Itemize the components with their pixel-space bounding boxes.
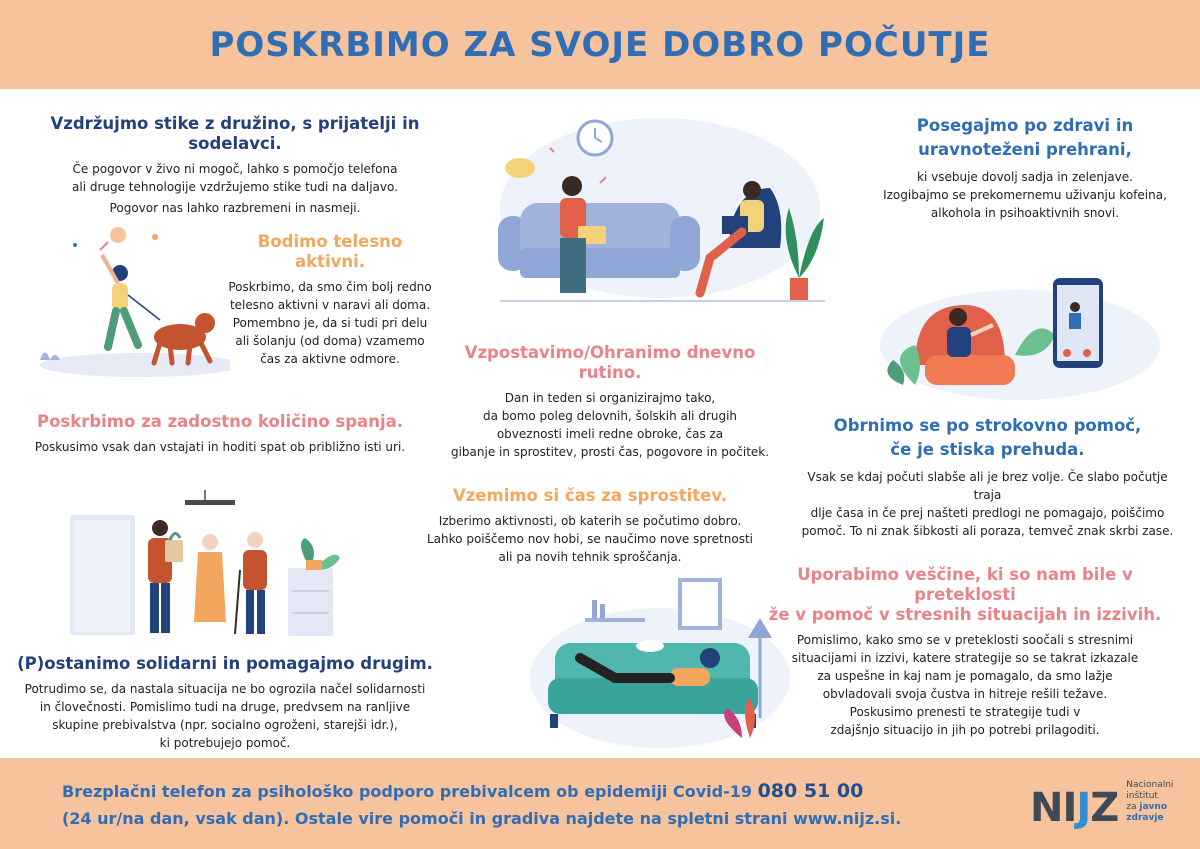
reading-on-sofa-illustration — [520, 568, 790, 748]
nijz-logo-tagline: Nacionalni inštitut za javno zdravje — [1126, 780, 1174, 823]
helping-elderly-illustration — [60, 490, 370, 640]
footer-banner — [0, 758, 1200, 849]
hotline-phone: 080 51 00 — [757, 780, 864, 802]
section-routine — [440, 343, 780, 461]
hotline-line-2: (24 ur/na dan, vsak dan). Ostale vire pomoči in gradiva najdete na spletni strani www.nijz.si. — [62, 809, 902, 828]
title-banner — [0, 0, 1200, 89]
professional-body: Vsak se kdaj počuti slabše ali je brez volje. Če slabo počutje traja dlje časa in če prej našteti predlogi ne pomagajo, poiščimo pomoč. To ni znak šibkosti ali poraza, temveč znak skrbi zase. — [801, 470, 1174, 538]
section-diet — [860, 114, 1190, 222]
nijz-logo — [1030, 780, 1200, 831]
active-body: Poskrbimo, da smo čim bolj redno telesno aktivni v naravi ali doma. Pomembno je, da si tudi pri delu ali šolanju (od doma) vzamemo čas za aktivne odmore. — [228, 280, 432, 366]
professional-heading: Obrnimo se po strokovno pomoč, če je stiska prehuda. — [833, 416, 1142, 459]
section-sleep — [20, 412, 420, 456]
contacts-body-2: Pogovor nas lahko razbremeni in nasmeji. — [109, 201, 361, 215]
skills-body: Pomislimo, kako smo se v preteklosti soočali s stresnimi situacijami in izzivi, katere strategije so se takrat izkazale za uspešne in kaj nam je pomagalo, da smo lažje obvladovali svoja čustva in hitreje rešili težave. Poskusimo prenesti te strategije tudi v zdajšnjo situacijo in jih po potrebi prilagoditi. — [791, 633, 1139, 737]
section-active — [225, 232, 435, 368]
solidarity-body: Potrudimo se, da nastala situacija ne bo ogrozila načel solidarnosti in človečnosti. Pomislimo tudi na druge, predvsem na ranljive skupine prebivalstva (npr. socialno ogroženi, starejši idr.), ki potrebujejo pomoč. — [24, 682, 426, 750]
phone-therapy-illustration — [875, 275, 1165, 400]
section-contacts — [20, 114, 450, 217]
sleep-body: Poskusimo vsak dan vstajati in hoditi spat ob približno isti uri. — [34, 440, 406, 454]
couch-video-call-illustration — [490, 108, 835, 308]
running-dog-illustration — [30, 225, 230, 380]
relax-heading: Vzemimo si čas za sprostitev. — [452, 486, 728, 505]
relax-body: Izberimo aktivnosti, ob katerih se počutimo dobro. Lahko poiščemo nov hobi, se naučimo nove spretnosti ali pa novih tehnik sproščanja. — [427, 514, 753, 564]
sleep-heading: Poskrbimo za zadostno količino spanja. — [36, 412, 403, 431]
skills-heading: Uporabimo veščine, ki so nam bile v preteklosti že v pomoč v stresnih situacijah in izzivih. — [768, 565, 1162, 624]
section-skills — [760, 565, 1170, 739]
diet-heading: Posegajmo po zdravi in uravnoteženi prehrani, — [916, 116, 1134, 159]
section-solidarity — [15, 654, 435, 752]
diet-body: ki vsebuje dovolj sadja in zelenjave. Izogibajmo se prekomernemu uživanju kofeina, alkohola in psihoaktivnih snovi. — [883, 170, 1167, 220]
contacts-body: Če pogovor v živo ni mogoč, lahko s pomočjo telefona ali druge tehnologije vzdržujemo stike tudi na daljavo. — [72, 162, 398, 194]
routine-body: Dan in teden si organizirajmo tako, da bomo poleg delovnih, šolskih ali drugih obveznosti imeli redne obroke, čas za gibanje in sprostitev, prosti čas, pogovore in počitek. — [450, 391, 770, 459]
hotline-text: Brezplačni telefon za psihološko podporo prebivalcem ob epidemiji Covid-19 — [62, 782, 752, 801]
solidarity-heading: (P)ostanimo solidarni in pomagajmo drugim. — [17, 654, 433, 673]
routine-heading: Vzpostavimo/Ohranimo dnevno rutino. — [464, 343, 756, 382]
hotline-info — [62, 778, 901, 832]
section-professional — [795, 414, 1180, 540]
active-heading: Bodimo telesno aktivni. — [257, 232, 403, 271]
page-title: POSKRBIMO ZA SVOJE DOBRO POČUTJE — [209, 24, 991, 65]
hotline-line-1 — [62, 778, 901, 805]
contacts-heading: Vzdržujmo stike z družino, s prijatelji in sodelavci. — [50, 114, 420, 153]
section-relax — [400, 486, 780, 566]
nijz-logo-mark: NIJZ — [1030, 785, 1119, 831]
